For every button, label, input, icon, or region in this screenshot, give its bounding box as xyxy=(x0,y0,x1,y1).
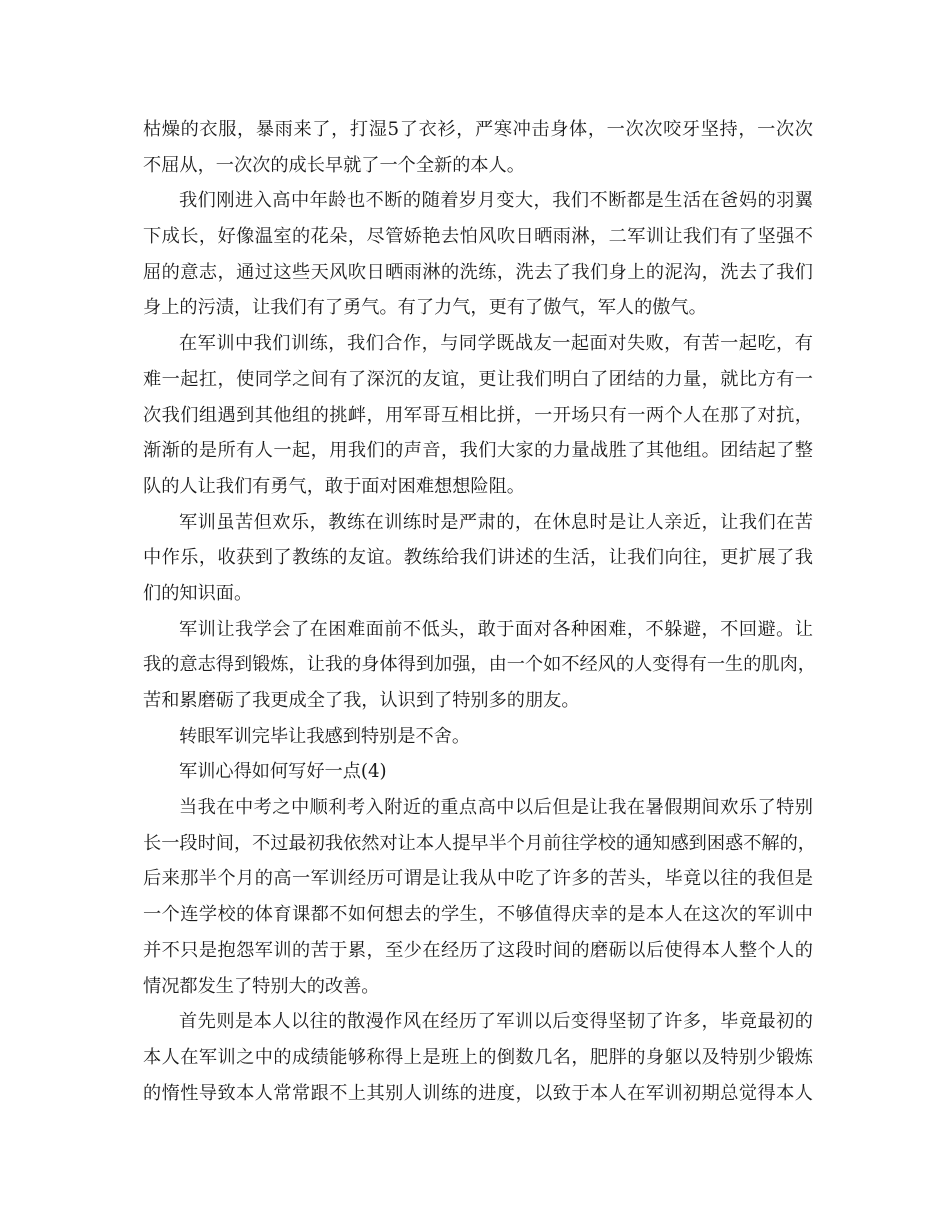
text-line: 并不只是抱怨军训的苦于累，至少在经历了这段时间的磨砺以后使得本人整个人的 xyxy=(143,939,813,961)
text-line: 的惰性导致本人常常跟不上其别人训练的进度，以致于本人在军训初期总觉得本人 xyxy=(143,1082,813,1104)
text-line: 次我们组遇到其他组的挑衅，用军哥互相比拼，一开场只有一两个人在那了对抗， xyxy=(143,404,813,426)
text-line: 下成长，好像温室的花朵，尽管娇艳去怕风吹日晒雨淋，二军训让我们有了坚强不 xyxy=(143,226,813,248)
text-line: 中作乐，收获到了教练的友谊。教练给我们讲述的生活，让我们向往，更扩展了我 xyxy=(143,547,813,569)
text-line: 军训心得如何写好一点(4) xyxy=(179,761,387,783)
text-line: 当我在中考之中顺利考入附近的重点高中以后但是让我在暑假期间欢乐了特别 xyxy=(179,797,813,819)
text-line: 身上的污渍，让我们有了勇气。有了力气，更有了傲气，军人的傲气。 xyxy=(143,297,707,319)
text-line: 我的意志得到锻炼，让我的身体得到加强，由一个如不经风的人变得有一生的肌肉， xyxy=(143,654,816,676)
text-line: 队的人让我们有勇气，敢于面对困难想想险阻。 xyxy=(143,475,525,497)
text-line: 苦和累磨砺了我更成全了我，认识到了特别多的朋友。 xyxy=(143,690,580,711)
text-line: 我们刚进入高中年龄也不断的随着岁月变大，我们不断都是生活在爸妈的羽翼 xyxy=(179,190,813,212)
text-line: 军训虽苦但欢乐，教练在训练时是严肃的，在休息时是让人亲近，让我们在苦 xyxy=(179,511,813,533)
text-line: 本人在军训之中的成绩能够称得上是班上的倒数几名，肥胖的身躯以及特别少锻炼 xyxy=(143,1046,813,1068)
text-line: 屈的意志，通过这些天风吹日晒雨淋的洗练，洗去了我们身上的泥沟，洗去了我们 xyxy=(143,261,813,283)
text-line: 首先则是本人以往的散漫作风在经历了军训以后变得坚韧了许多，毕竟最初的 xyxy=(179,1011,813,1033)
text-line: 难一起扛，使同学之间有了深沉的友谊，更让我们明白了团结的力量，就比方有一 xyxy=(143,368,813,390)
text-line: 长一段时间，不过最初我依然对让本人提早半个月前往学校的通知感到困惑不解的， xyxy=(143,832,816,854)
text-line: 们的知识面。 xyxy=(143,582,253,604)
text-line: 枯燥的衣服，暴雨来了，打湿5了衣衫，严寒冲击身体，一次次咬牙坚持，一次次 xyxy=(143,119,813,140)
text-line: 后来那半个月的高一军训经历可谓是让我从中吃了许多的苦头，毕竟以往的我但是 xyxy=(143,868,813,890)
text-line: 不屈从，一次次的成长早就了一个全新的本人。 xyxy=(143,154,525,176)
text-line: 渐渐的是所有人一起，用我们的声音，我们大家的力量战胜了其他组。团结起了整 xyxy=(143,440,813,462)
text-line: 军训让我学会了在困难面前不低头，敢于面对各种困难，不躲避，不回避。让 xyxy=(179,618,813,640)
document-body xyxy=(143,112,816,1111)
text-line: 在军训中我们训练，我们合作，与同学既战友一起面对失败，有苦一起吃，有 xyxy=(179,333,813,355)
text-line: 情况都发生了特别大的改善。 xyxy=(143,975,380,997)
text-line: 一个连学校的体育课都不如何想去的学生，不够值得庆幸的是本人在这次的军训中 xyxy=(143,904,813,926)
text-line: 转眼军训完毕让我感到特别是不舍。 xyxy=(179,725,471,747)
